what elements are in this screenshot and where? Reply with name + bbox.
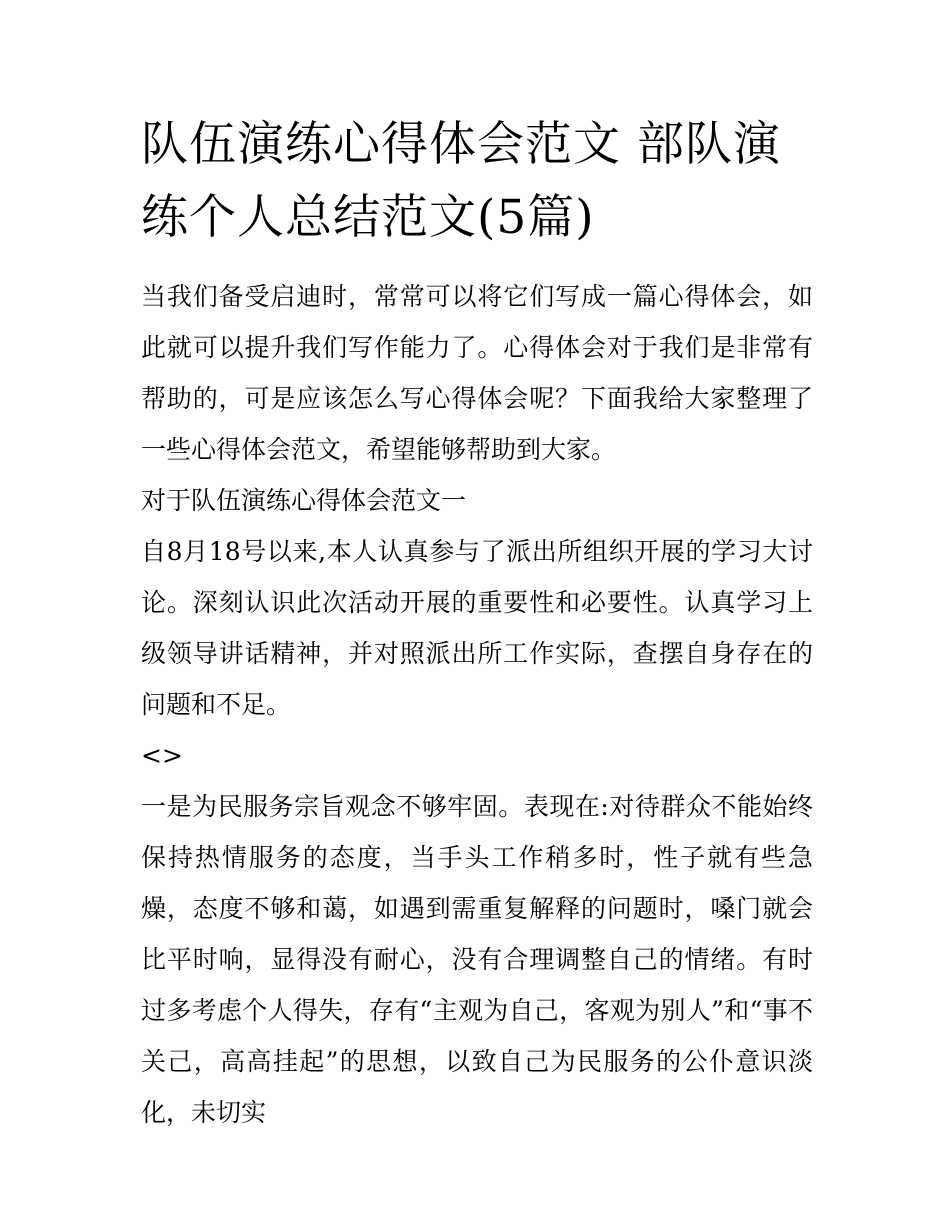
body-paragraph-1: 自8月18号以来,本人认真参与了派出所组织开展的学习大讨论。深刻认识此次活动开展的重要性和必要性。认真学习上级领导讲话精神，并对照派出所工作实际，查摆自身存在的问题和不足。 — [141, 537, 813, 719]
marker-text: <> — [141, 741, 183, 770]
body-paragraph-2: 一是为民服务宗旨观念不够牢固。表现在:对待群众不能始终保持热情服务的态度，当手头工作稍多时，性子就有些急燥，态度不够和蔼，如遇到需重复解释的问题时，嗓门就会比平时响，显得没有耐心，没有合理调整自己的情绪。有时过多考虑个人得失，存有“主观为自己，客观为别人”和“事不关己，高高挂起”的思想，以致自己为民服务的公仆意识淡化，未切实 — [141, 792, 813, 1127]
section-heading: 对于队伍演练心得体会范文一 — [141, 486, 467, 515]
document-page — [141, 108, 813, 1138]
intro-paragraph: 当我们备受启迪时，常常可以将它们写成一篇心得体会，如此就可以提升我们写作能力了。心得体会对于我们是非常有帮助的，可是应该怎么写心得体会呢？下面我给大家整理了一些心得体会范文，希望能够帮助到大家。 — [141, 282, 813, 464]
document-title: 队伍演练心得体会范文 部队演练个人总结范文(5篇) — [141, 117, 781, 245]
